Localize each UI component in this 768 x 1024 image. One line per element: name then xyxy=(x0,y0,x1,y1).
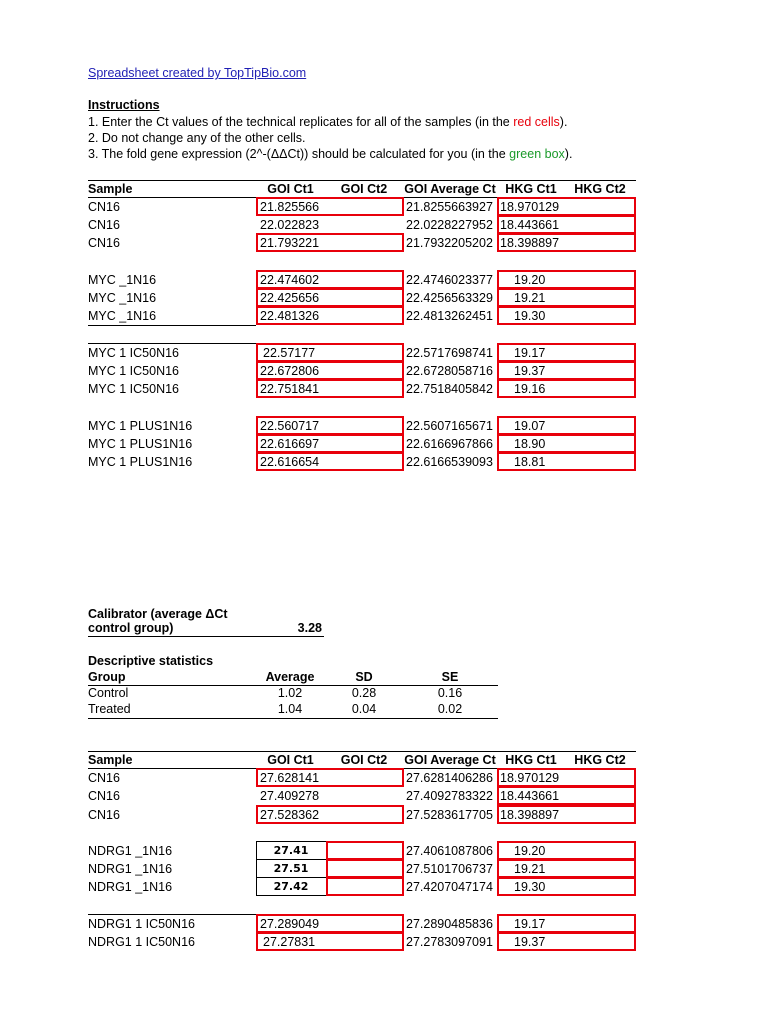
stats-row-se: 0.16 xyxy=(437,686,463,700)
hkg-ct1-value[interactable]: 19.30 xyxy=(514,880,546,894)
goi-average-value: 22.4813262451 xyxy=(406,309,493,323)
goi-average-value: 22.4746023377 xyxy=(406,273,493,287)
hkg-ct1-value[interactable]: 19.21 xyxy=(514,862,546,876)
table-row-sample: CN16 xyxy=(88,808,120,822)
goi-ct1-value[interactable]: 22.751841 xyxy=(260,382,320,396)
table-row-sample: MYC 1 PLUS1N16 xyxy=(88,455,193,469)
calibrator-value: 3.28 xyxy=(297,621,322,635)
table-row-sample: NDRG1 _1N16 xyxy=(88,880,173,894)
goi-ct1-value[interactable]: 27.51 xyxy=(273,862,309,875)
goi-ct1-value[interactable]: 22.616697 xyxy=(260,437,320,451)
goi-average-value: 22.4256563329 xyxy=(406,291,493,305)
stats-header-average: Average xyxy=(265,670,315,684)
table-row-sample: CN16 xyxy=(88,200,120,214)
table2-header-goi-ct2: GOI Ct2 xyxy=(340,753,388,767)
hkg-ct1-value[interactable]: 19.20 xyxy=(514,273,546,287)
table-row-sample: NDRG1 _1N16 xyxy=(88,844,173,858)
goi-ct1-value[interactable]: 27.528362 xyxy=(260,808,320,822)
instruction-step-2: 2. Do not change any of the other cells. xyxy=(88,131,306,145)
hkg-ct1-value[interactable]: 19.20 xyxy=(514,844,546,858)
goi-ct1-value[interactable]: 22.481326 xyxy=(260,309,320,323)
stats-row-group: Control xyxy=(88,686,129,700)
table1-header-goi-ct2: GOI Ct2 xyxy=(340,182,388,196)
goi-ct1-value[interactable]: 27.42 xyxy=(273,880,309,893)
step1-text: 1. Enter the Ct values of the technical replicates for all of the samples (in the xyxy=(88,115,514,129)
table2-header-goi-ct1: GOI Ct1 xyxy=(267,753,314,767)
stats-row-sd: 0.04 xyxy=(351,702,377,716)
hkg-ct1-value[interactable]: 19.16 xyxy=(514,382,546,396)
table-row-sample: MYC 1 PLUS1N16 xyxy=(88,437,193,451)
goi-average-value: 27.4061087806 xyxy=(406,844,493,858)
table-row-sample: NDRG1 _1N16 xyxy=(88,862,173,876)
goi-average-value: 22.6728058716 xyxy=(406,364,493,378)
stats-row-se: 0.02 xyxy=(437,702,463,716)
hkg-ct1-value[interactable]: 18.90 xyxy=(514,437,546,451)
goi-average-value: 27.5283617705 xyxy=(406,808,493,822)
instruction-step-3 xyxy=(88,146,572,162)
step3-text: 3. The fold gene expression (2^-(ΔΔCt)) should be calculated for you (in the xyxy=(88,147,510,161)
table-row-sample: CN16 xyxy=(88,218,120,232)
goi-ct1-value[interactable]: 27.409278 xyxy=(260,789,320,803)
toptipbio-link[interactable]: Spreadsheet created by TopTipBio.com xyxy=(88,66,307,80)
table1-header-goi-average: GOI Average Ct xyxy=(404,182,496,196)
stats-header-se: SE xyxy=(441,670,459,684)
table2-header-hkg-ct2: HKG Ct2 xyxy=(574,753,626,767)
table-row-sample: CN16 xyxy=(88,789,120,803)
table-row-sample: MYC _1N16 xyxy=(88,309,157,323)
hkg-ct1-value[interactable]: 18.81 xyxy=(514,455,546,469)
goi-ct1-value[interactable]: 22.474602 xyxy=(260,273,320,287)
goi-ct1-value[interactable]: 22.560717 xyxy=(260,419,320,433)
hkg-ct1-value[interactable]: 18.443661 xyxy=(500,789,560,803)
hkg-ct1-value[interactable]: 19.17 xyxy=(514,917,546,931)
hkg-ct1-value[interactable]: 18.970129 xyxy=(500,771,560,785)
green-box-label: green box xyxy=(509,147,565,161)
table1-header-hkg-ct1: HKG Ct1 xyxy=(505,182,557,196)
red-cells-label: red cells xyxy=(513,115,560,129)
hkg-ct1-value[interactable]: 19.07 xyxy=(514,419,546,433)
goi-ct1-value[interactable]: 27.289049 xyxy=(260,917,320,931)
table-row-sample: MYC 1 IC50N16 xyxy=(88,364,180,378)
group-separator-rule xyxy=(88,325,256,326)
goi-average-value: 22.7518405842 xyxy=(406,382,493,396)
table-row-sample: MYC 1 IC50N16 xyxy=(88,382,180,396)
table2-header-sample: Sample xyxy=(88,753,133,767)
hkg-ct1-value[interactable]: 19.21 xyxy=(514,291,546,305)
stats-bottom-rule xyxy=(88,718,498,719)
goi-ct1-value[interactable]: 27.628141 xyxy=(260,771,320,785)
hkg-ct1-value[interactable]: 18.398897 xyxy=(500,808,560,822)
goi-ct1-value[interactable]: 22.57177 xyxy=(263,346,316,360)
stats-row-group: Treated xyxy=(88,702,131,716)
calibrator-label-line1: Calibrator (average ΔCt xyxy=(88,607,228,621)
hkg-ct1-value[interactable]: 19.37 xyxy=(514,364,546,378)
goi-average-value: 27.4092783322 xyxy=(406,789,493,803)
table-row-sample: NDRG1 1 IC50N16 xyxy=(88,935,195,949)
table-row-sample: MYC 1 IC50N16 xyxy=(88,346,180,360)
table-row-sample: MYC _1N16 xyxy=(88,273,157,287)
goi-average-value: 21.8255663927 xyxy=(406,200,493,214)
goi-ct1-value[interactable]: 22.672806 xyxy=(260,364,320,378)
goi-average-value: 27.2890485836 xyxy=(406,917,493,931)
table-row-sample: MYC 1 PLUS1N16 xyxy=(88,419,193,433)
goi-average-value: 22.6166539093 xyxy=(406,455,493,469)
table-row-sample: CN16 xyxy=(88,771,120,785)
step1-end: ). xyxy=(559,115,568,129)
hkg-ct1-value[interactable]: 19.17 xyxy=(514,346,546,360)
goi-ct2-input-box[interactable] xyxy=(326,877,404,896)
goi-average-value: 22.6166967866 xyxy=(406,437,493,451)
table-row-sample: CN16 xyxy=(88,236,120,250)
stats-row-sd: 0.28 xyxy=(351,686,377,700)
hkg-ct1-value[interactable]: 18.970129 xyxy=(500,200,560,214)
goi-average-value: 27.5101706737 xyxy=(406,862,493,876)
goi-average-value: 27.4207047174 xyxy=(406,880,493,894)
goi-ct1-value[interactable]: 22.616654 xyxy=(260,455,320,469)
goi-ct1-value[interactable]: 22.425656 xyxy=(260,291,320,305)
goi-average-value: 22.0228227952 xyxy=(406,218,493,232)
table1-header-hkg-ct2: HKG Ct2 xyxy=(574,182,626,196)
table2-header-goi-average: GOI Average Ct xyxy=(404,753,496,767)
goi-ct1-value[interactable]: 27.41 xyxy=(273,844,309,857)
goi-average-value: 21.7932205202 xyxy=(406,236,493,250)
stats-row-average: 1.04 xyxy=(277,702,303,716)
stats-header-sd: SD xyxy=(355,670,373,684)
goi-ct1-value[interactable]: 22.022823 xyxy=(260,218,320,232)
step3-end: ). xyxy=(564,147,573,161)
instructions-title: Instructions xyxy=(88,98,160,112)
goi-ct2-input-box[interactable] xyxy=(326,859,404,878)
goi-average-value: 27.6281406286 xyxy=(406,771,493,785)
calibrator-rule xyxy=(88,636,324,637)
stats-row-average: 1.02 xyxy=(277,686,303,700)
table1-header-sample: Sample xyxy=(88,182,133,196)
stats-header-group: Group xyxy=(88,670,126,684)
goi-average-value: 22.5607165671 xyxy=(406,419,493,433)
hkg-ct1-value[interactable]: 18.398897 xyxy=(500,236,560,250)
goi-ct1-value[interactable]: 21.793221 xyxy=(260,236,320,250)
goi-ct1-value[interactable]: 27.27831 xyxy=(263,935,316,949)
goi-ct1-value[interactable]: 21.825566 xyxy=(260,200,320,214)
table2-header-hkg-ct1: HKG Ct1 xyxy=(505,753,557,767)
goi-average-value: 27.2783097091 xyxy=(406,935,493,949)
goi-ct2-input-box[interactable] xyxy=(326,841,404,860)
goi-average-value: 22.5717698741 xyxy=(406,346,493,360)
calibrator-label-line2: control group) xyxy=(88,621,174,635)
instruction-step-1 xyxy=(88,114,567,130)
table-row-sample: NDRG1 1 IC50N16 xyxy=(88,917,195,931)
hkg-ct1-value[interactable]: 19.37 xyxy=(514,935,546,949)
hkg-ct1-value[interactable]: 19.30 xyxy=(514,309,546,323)
table-row-sample: MYC _1N16 xyxy=(88,291,157,305)
hkg-ct1-value[interactable]: 18.443661 xyxy=(500,218,560,232)
table1-header-goi-ct1: GOI Ct1 xyxy=(267,182,314,196)
stats-title: Descriptive statistics xyxy=(88,654,214,668)
